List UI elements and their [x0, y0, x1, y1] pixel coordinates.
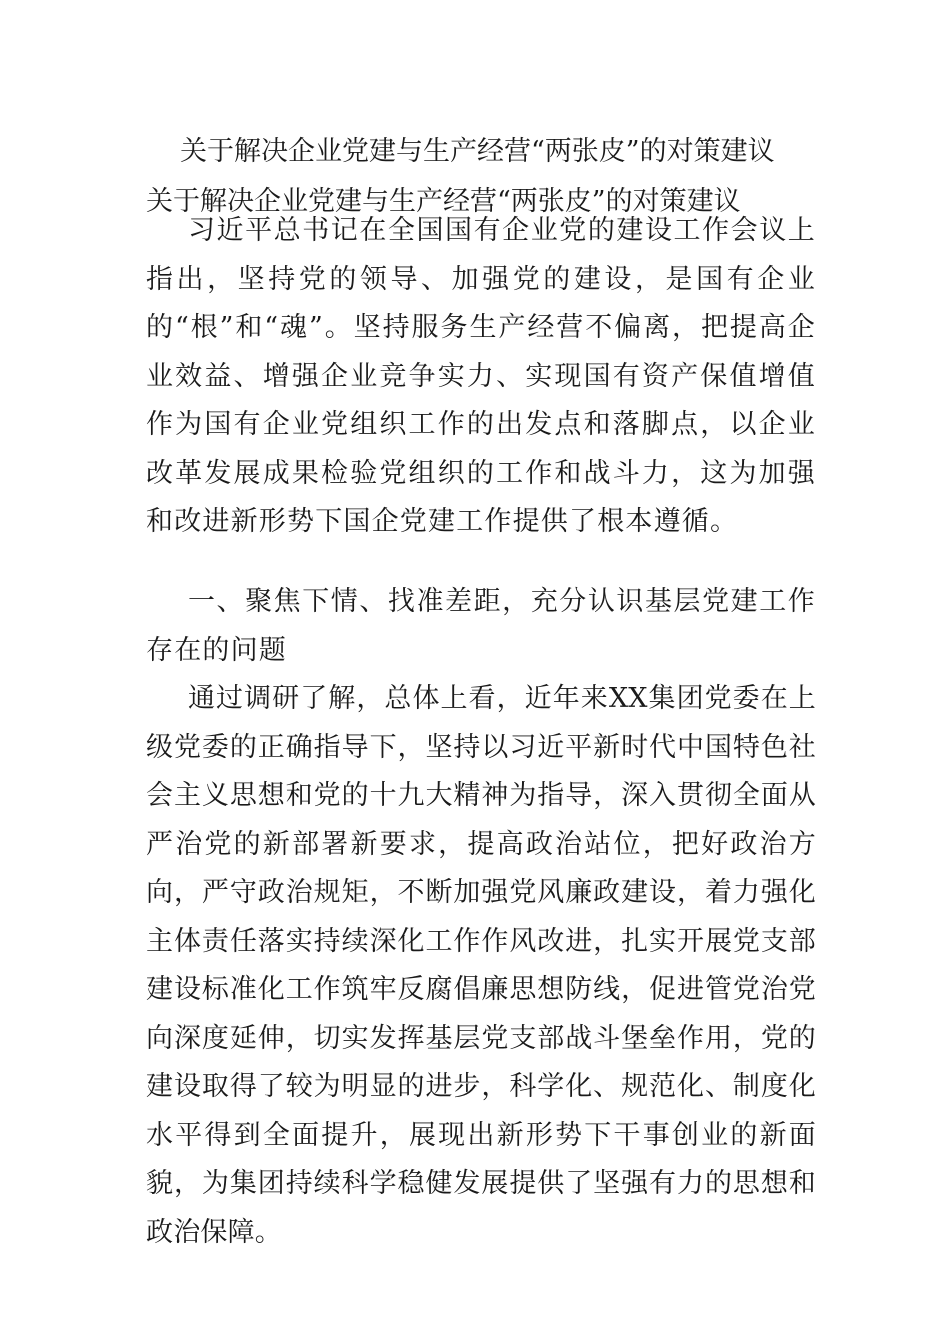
document-title: 关于解决企业党建与生产经营“两张皮”的对策建议: [180, 136, 775, 167]
paragraph-intro: 习近平总书记在全国国有企业党的建设工作会议上指出，坚持党的领导、加强党的建设，是国有企业的“根”和“魂”。坚持服务生产经营不偏离，把提高企业效益、增强企业竞争实力、实现国有资产保值增值作为国有企业党组织工作的出发点和落脚点，以企业改革发展成果检验党组织的工作和战斗力，这为加强和改进新形势下国企党建工作提供了根本遵循。: [146, 215, 816, 537]
document-subtitle: 关于解决企业党建与生产经营“两张皮”的对策建议: [146, 186, 741, 217]
section-heading-1: 一、聚焦下情、找准差距，充分认识基层党建工作存在的问题: [146, 586, 816, 666]
paragraph-section-1: 通过调研了解，总体上看，近年来XX集团党委在上级党委的正确指导下，坚持以习近平新时代中国特色社会主义思想和党的十九大精神为指导，深入贯彻全面从严治党的新部署新要求，提高政治站位，把好政治方向，严守政治规矩，不断加强党风廉政建设，着力强化主体责任落实持续深化工作作风改进，扎实开展党支部建设标准化工作筑牢反腐倡廉思想防线，促进管党治党向深度延伸，切实发挥基层党支部战斗堡垒作用，党的建设取得了较为明显的进步，科学化、规范化、制度化水平得到全面提升，展现出新形势下干事创业的新面貌，为集团持续科学稳健发展提供了坚强有力的思想和政治保障。: [146, 683, 816, 1248]
